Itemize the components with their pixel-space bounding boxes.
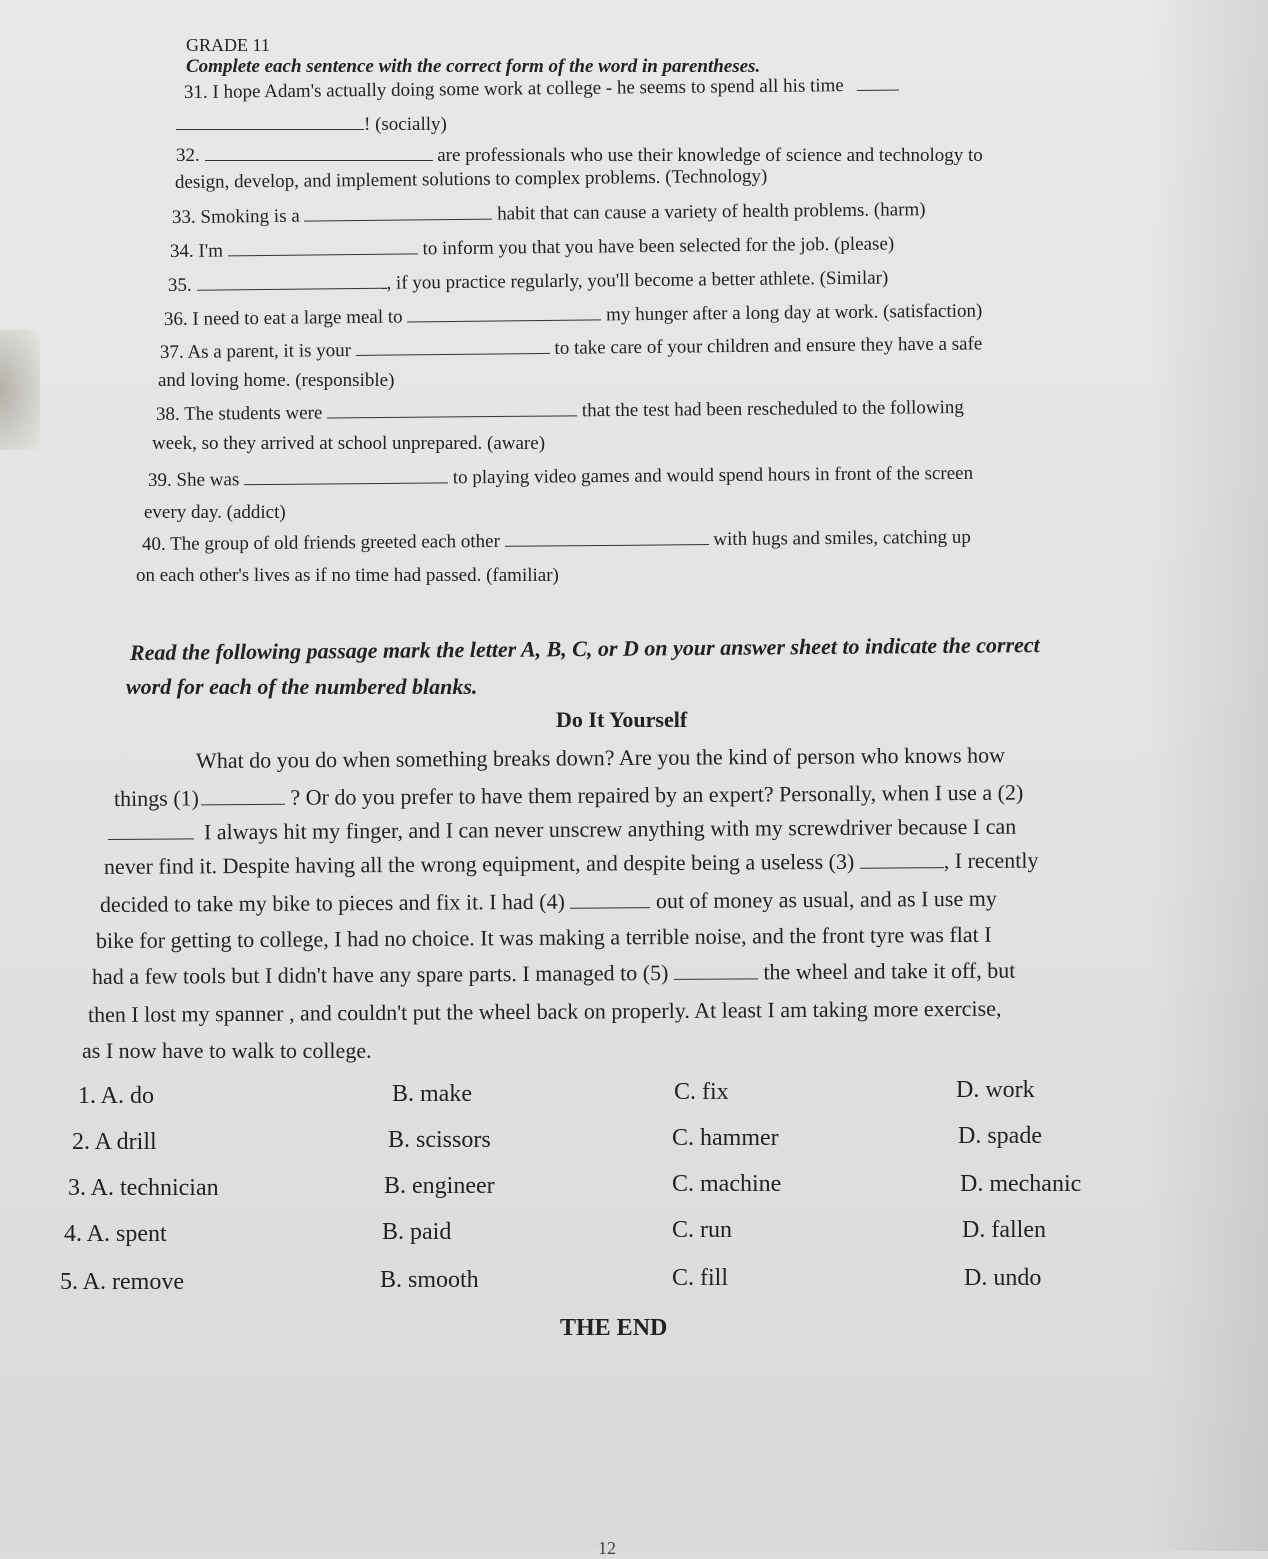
q35-text: , if you practice regularly, you'll become a better athlete. (Similar) <box>386 267 889 294</box>
option-1a[interactable]: 1. A. do <box>78 1083 155 1109</box>
q35-number: 35. <box>167 274 192 296</box>
option-2b[interactable]: B. scissors <box>388 1127 491 1153</box>
q31-text: 31. I hope Adam's actually doing some work at college - he seems to spend all his time <box>183 75 844 103</box>
option-4b[interactable]: B. paid <box>382 1219 452 1245</box>
q31-hint: ! (socially) <box>364 114 447 135</box>
q40-blank[interactable] <box>505 530 709 547</box>
q34-text: 34. I'm <box>169 240 224 262</box>
q39-blank[interactable] <box>244 468 448 485</box>
q32-cont: design, develop, and implement solutions to complex problems. (Technology) <box>174 165 768 193</box>
blank-1[interactable] <box>201 788 285 806</box>
question-31-cont <box>176 114 447 136</box>
passage-line-6: bike for getting to college, I had no choice. It was making a terrible noise, and the front tyre was flat I <box>95 921 992 953</box>
passage-line-5b: out of money as usual, and as I use my <box>655 885 997 914</box>
passage-title: Do It Yourself <box>556 707 688 732</box>
option-5c[interactable]: C. fill <box>672 1265 729 1291</box>
instruction-passage-cont: word for each of the numbered blanks. <box>126 674 478 699</box>
page-number: 12 <box>598 1538 616 1558</box>
grade-label: GRADE 11 <box>186 35 270 55</box>
q31-blank[interactable] <box>176 115 364 130</box>
instruction-word-form: Complete each sentence with the correct form of the word in parentheses. <box>186 56 761 77</box>
q36-blank[interactable] <box>407 305 601 322</box>
blank-5[interactable] <box>674 962 758 980</box>
q37-text: 37. As a parent, it is your <box>159 340 352 363</box>
option-2a[interactable]: 2. A drill <box>72 1129 157 1155</box>
q40-cont: on each other's lives as if no time had passed. (familiar) <box>136 565 559 586</box>
q39-cont: every day. (addict) <box>144 502 286 523</box>
option-3c[interactable]: C. machine <box>672 1171 782 1197</box>
q32-text: are professionals who use their knowledge of science and technology to <box>437 145 983 166</box>
q33-blank[interactable] <box>304 205 492 222</box>
option-2d[interactable]: D. spade <box>958 1123 1042 1149</box>
blank-3[interactable] <box>860 851 944 869</box>
option-3d[interactable]: D. mechanic <box>960 1171 1082 1197</box>
q38-blank[interactable] <box>327 401 577 418</box>
q37-blank[interactable] <box>356 339 550 356</box>
q38-cont: week, so they arrived at school unprepared. (aware) <box>152 433 546 454</box>
option-1c[interactable]: C. fix <box>674 1079 729 1105</box>
q31-blank-end[interactable] <box>856 76 898 91</box>
option-4c[interactable]: C. run <box>672 1217 732 1243</box>
the-end: THE END <box>560 1315 668 1341</box>
option-4d[interactable]: D. fallen <box>962 1217 1046 1243</box>
q34-text-b: to inform you that you have been selected for the job. (please) <box>422 233 895 260</box>
q35-blank[interactable] <box>196 274 386 291</box>
option-5d[interactable]: D. undo <box>964 1265 1042 1291</box>
q33-text: 33. Smoking is a <box>171 205 300 228</box>
q34-blank[interactable] <box>228 239 418 256</box>
q38-text: 38. The students were <box>155 402 323 425</box>
option-5b[interactable]: B. smooth <box>380 1267 479 1293</box>
option-5a[interactable]: 5. A. remove <box>60 1269 184 1295</box>
passage-line-5a: decided to take my bike to pieces and fix it. I had (4) <box>99 888 565 917</box>
option-3b[interactable]: B. engineer <box>384 1173 495 1199</box>
passage-line-8: then I lost my spanner , and couldn't put the wheel back on properly. At least I am taking more exercise, <box>87 995 1002 1027</box>
question-32 <box>176 145 983 167</box>
instruction-passage: Read the following passage mark the letter A, B, C, or D on your answer sheet to indicate the correct <box>129 632 1040 665</box>
option-4a[interactable]: 4. A. spent <box>64 1221 167 1247</box>
passage-line-7b: the wheel and take it off, but <box>763 957 1016 985</box>
q39-text-b: to playing video games and would spend hours in front of the screen <box>452 462 974 489</box>
passage-line-1: What do you do when something breaks down? Are you the kind of person who knows how <box>195 742 1006 773</box>
q33-text-b: habit that can cause a variety of health problems. (harm) <box>497 199 926 225</box>
passage-line-2b: ? Or do you prefer to have them repaired by an expert? Personally, when I use a (2) <box>290 779 1024 810</box>
q32-blank[interactable] <box>205 146 433 161</box>
passage-line-4b: , I recently <box>943 847 1039 874</box>
q39-text: 39. She was <box>147 469 240 491</box>
passage-line-4a: never find it. Despite having all the wrong equipment, and despite being a useless (3) <box>103 848 855 879</box>
blank-4[interactable] <box>570 891 650 909</box>
option-1b[interactable]: B. make <box>392 1081 472 1107</box>
q36-text-b: my hunger after a long day at work. (satisfaction) <box>606 300 983 326</box>
option-1d[interactable]: D. work <box>956 1077 1035 1103</box>
q38-text-b: that the test had been rescheduled to the following <box>581 396 964 422</box>
blank-2[interactable] <box>108 822 194 840</box>
paper-edge-shadow <box>1148 0 1268 1551</box>
q32-number: 32. <box>176 145 200 166</box>
option-2c[interactable]: C. hammer <box>672 1125 779 1151</box>
option-3a[interactable]: 3. A. technician <box>68 1175 219 1201</box>
q36-text: 36. I need to eat a large meal to <box>163 306 403 330</box>
q40-text: 40. The group of old friends greeted each other <box>141 530 500 555</box>
passage-line-9: as I now have to walk to college. <box>82 1038 372 1063</box>
passage-line-3-text: I always hit my finger, and I can never unscrew anything with my screwdriver because I can <box>203 813 1017 845</box>
q37-text-b: to take care of your children and ensure they have a safe <box>554 333 983 359</box>
passage-line-2a: things (1) <box>113 785 200 811</box>
left-edge-shadow <box>0 330 40 450</box>
q40-text-b: with hugs and smiles, catching up <box>713 526 971 551</box>
passage-line-7a: had a few tools but I didn't have any spare parts. I managed to (5) <box>91 959 669 989</box>
q37-cont: and loving home. (responsible) <box>158 370 395 391</box>
